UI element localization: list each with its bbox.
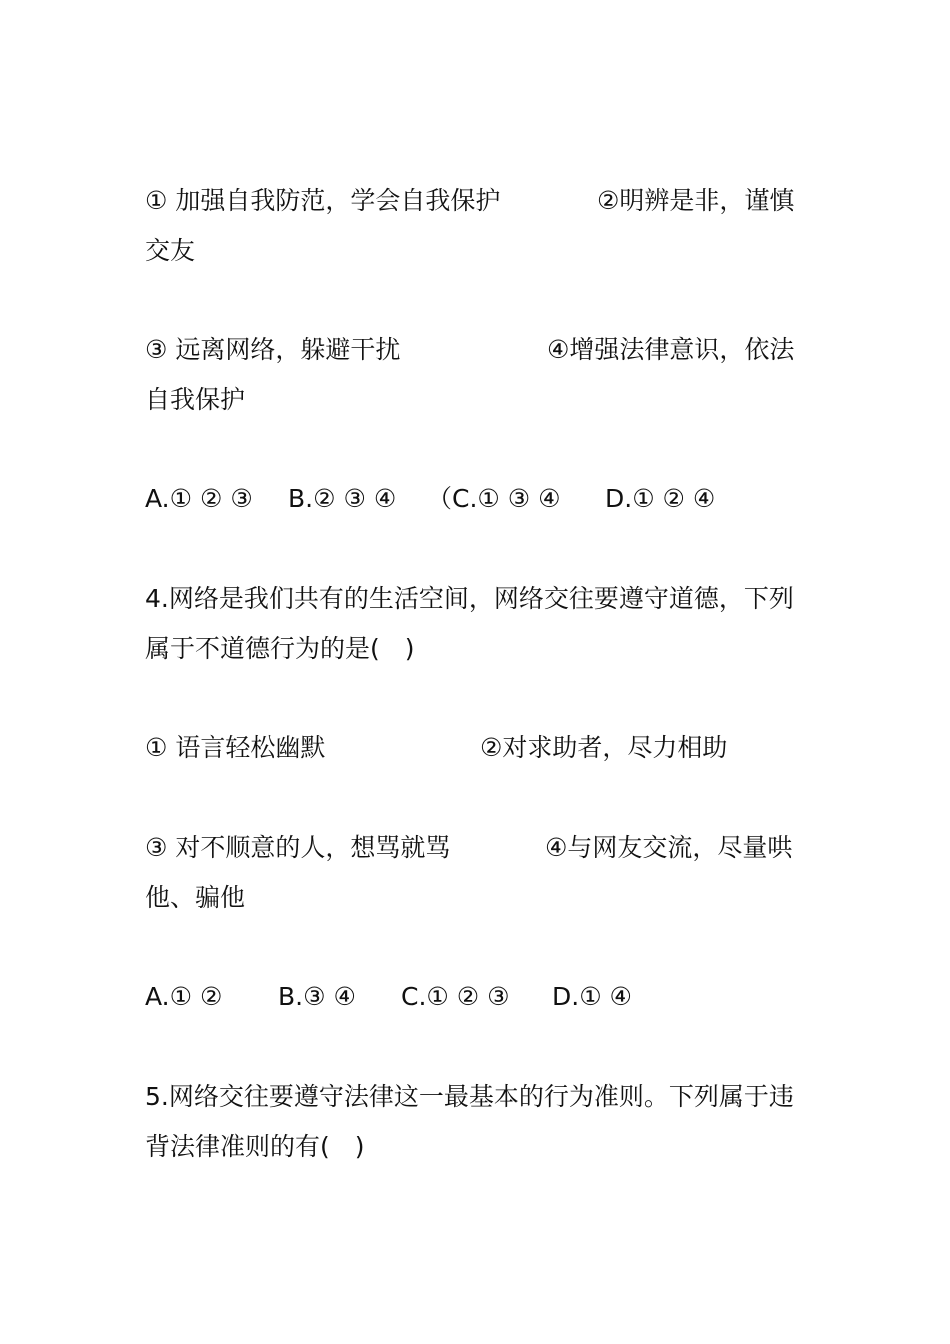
q3-options <box>145 474 810 524</box>
q3-item-4: ④增强法律意识，依法 <box>547 335 795 364</box>
q3-item-3: ③ 远离网络，躲避干扰 <box>145 335 401 364</box>
q4-items-block-1 <box>145 723 810 773</box>
q3-items-block-2 <box>145 325 810 425</box>
q3-items-row-2 <box>145 325 810 375</box>
q5-stem-line-1: 5.网络交往要遵守法律这一最基本的行为准则。下列属于违 <box>145 1082 794 1111</box>
q4-options-row <box>145 972 810 1022</box>
q4-options <box>145 972 810 1022</box>
q3-item-4-continuation: 自我保护 <box>145 385 246 414</box>
q3-item-1: ① 加强自我防范，学会自我保护 <box>145 186 501 215</box>
q4-item-4: ④与网友交流，尽量哄 <box>545 833 793 862</box>
q3-items-block-1 <box>145 176 810 276</box>
q3-options-row <box>145 474 810 524</box>
q4-item-3: ③ 对不顺意的人，想骂就骂 <box>145 833 451 862</box>
q4-option-b: B.③ ④ <box>278 982 356 1011</box>
q4-option-c: C.① ② ③ <box>401 982 510 1011</box>
q4-item-4-continuation: 他、骗他 <box>145 883 246 912</box>
q4-items-row-2 <box>145 823 810 873</box>
q4-stem <box>145 574 810 674</box>
q4-option-a: A.① ② <box>145 982 223 1011</box>
q4-option-d: D.① ④ <box>552 982 632 1011</box>
q4-stem-line-1: 4.网络是我们共有的生活空间，网络交往要遵守道德，下列 <box>145 584 794 613</box>
q4-stem-line-2: 属于不道德行为的是( ) <box>145 634 415 663</box>
q4-item-2: ②对求助者，尽力相助 <box>480 733 728 762</box>
q4-item-1: ① 语言轻松幽默 <box>145 733 326 762</box>
q3-option-d: D.① ② ④ <box>605 484 716 513</box>
q3-item-2: ②明辨是非，谨慎 <box>597 186 795 215</box>
q3-option-c: （C.① ③ ④ <box>427 484 561 513</box>
q5-stem <box>145 1072 810 1172</box>
q5-stem-line-2: 背法律准则的有( ) <box>145 1132 365 1161</box>
q4-items-row-1 <box>145 723 810 773</box>
q3-option-a: A.① ② ③ <box>145 484 253 513</box>
q4-items-block-2 <box>145 823 810 923</box>
q3-item-2-continuation: 交友 <box>145 236 196 265</box>
q3-items-row-1 <box>145 176 810 226</box>
q3-option-b: B.② ③ ④ <box>288 484 397 513</box>
